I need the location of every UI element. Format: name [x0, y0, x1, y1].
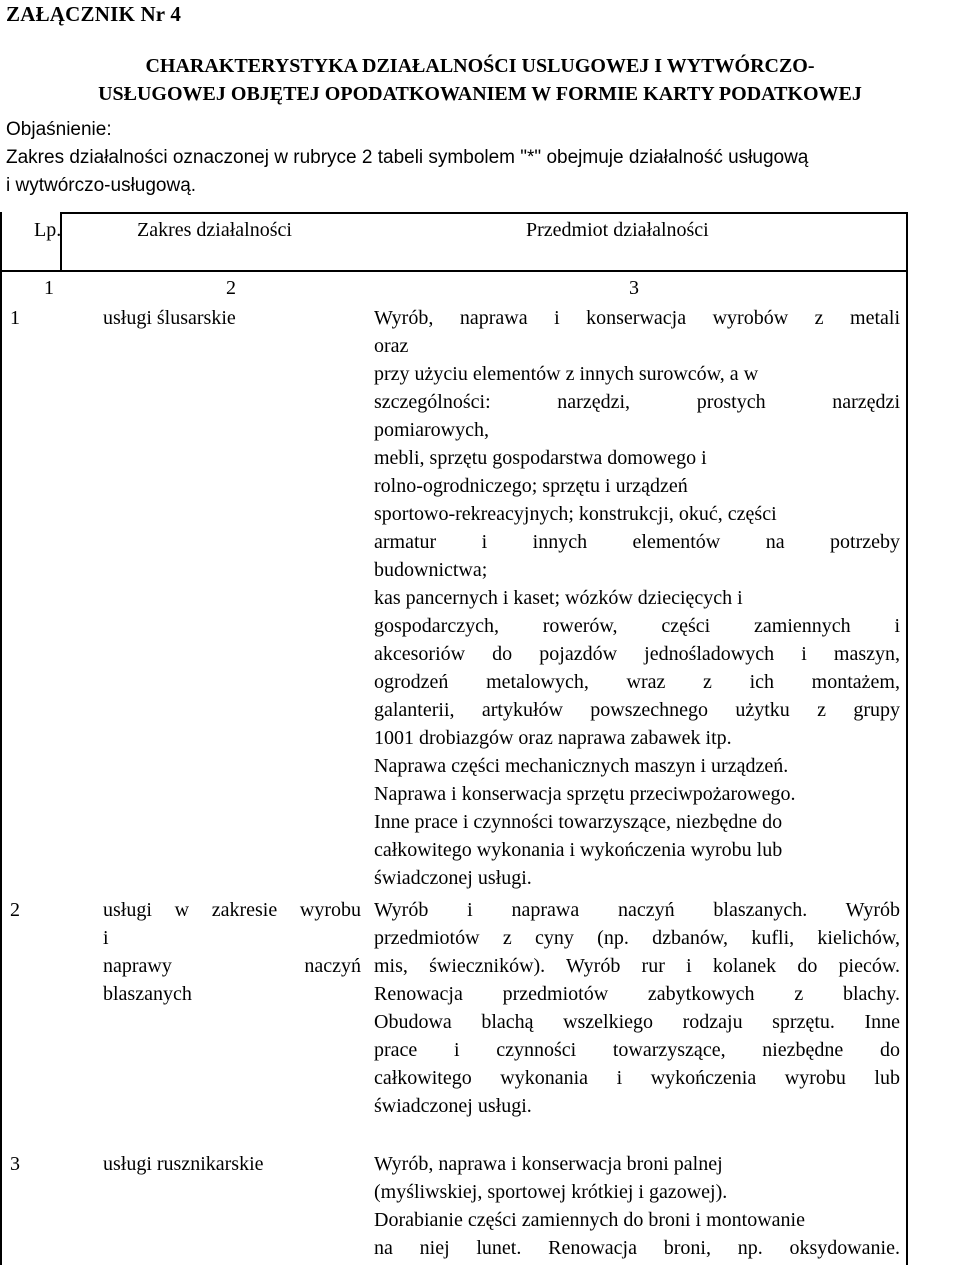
scope-line: usługi w zakresie wyrobu: [103, 899, 361, 921]
subject-line: przedmiotów z cyny (np. dzbanów, kufli, kielichów,: [374, 927, 900, 949]
subject-line: rolno-ogrodniczego; sprzętu i urządzeń: [374, 475, 688, 497]
subject-line: Dorabianie części zamiennych do broni i montowanie: [374, 1209, 805, 1231]
column-number: 1: [44, 277, 54, 299]
annex-heading: ZAŁĄCZNIK Nr 4: [6, 2, 182, 26]
subject-line: akcesoriów do pojazdów jednośladowych i maszyn,: [374, 643, 900, 665]
subject-line: (myśliwskiej, sportowej krótkiej i gazowej).: [374, 1181, 728, 1203]
row-scope: [103, 304, 361, 332]
table-border-left: [0, 212, 2, 1265]
subject-line: ogrodzeń metalowych, wraz z ich montażem,: [374, 671, 900, 693]
row-subject: [374, 1150, 900, 1262]
row-number: 3: [10, 1153, 20, 1175]
row-subject: [374, 896, 900, 1120]
subject-line: sportowo-rekreacyjnych; konstrukcji, okuć, części: [374, 503, 777, 525]
row-scope: [103, 896, 361, 1008]
subject-line: Renowacja przedmiotów zabytkowych z blachy.: [374, 983, 900, 1005]
subject-line: szczególności: narzędzi, prostych narzędzi: [374, 391, 900, 413]
column-number: 2: [226, 277, 236, 299]
subject-line: mis, świeczników). Wyrób rur i kolanek do pieców.: [374, 955, 900, 977]
document-title: [0, 52, 960, 108]
header-lp: Lp.: [34, 219, 62, 241]
subject-line: oraz: [374, 335, 409, 357]
explanation-line: Zakres działalności oznaczonej w rubryce 2 tabeli symbolem "*" obejmuje działalność usługową: [6, 147, 809, 168]
subject-line: kas pancernych i kaset; wózków dziecięcych i: [374, 587, 743, 609]
subject-line: Inne prace i czynności towarzyszące, niezbędne do: [374, 811, 783, 833]
subject-line: całkowitego wykonania i wykończenia wyrobu lub: [374, 839, 783, 861]
row-scope: [103, 1150, 361, 1178]
subject-line: świadczonej usługi.: [374, 1095, 532, 1117]
header-subject: Przedmiot działalności: [526, 219, 709, 241]
subject-line: na niej lunet. Renowacja broni, np. oksydowanie.: [374, 1237, 900, 1259]
scope-line: usługi ślusarskie: [103, 307, 236, 329]
subject-line: prace i czynności towarzyszące, niezbędne do: [374, 1039, 900, 1061]
subject-line: przy użyciu elementów z innych surowców, a w: [374, 363, 759, 385]
subject-line: całkowitego wykonania i wykończenia wyrobu lub: [374, 1067, 900, 1089]
subject-line: świadczonej usługi.: [374, 867, 532, 889]
activity-table: [0, 212, 908, 1265]
table-border-top: [60, 212, 908, 214]
scope-line: blaszanych: [103, 983, 192, 1005]
row-number: 2: [10, 899, 20, 921]
subject-line: budownictwa;: [374, 559, 488, 581]
header-scope: Zakres działalności: [137, 219, 292, 241]
table-border-header-bottom: [0, 270, 908, 272]
column-number: 3: [629, 277, 639, 299]
scope-line: i: [103, 927, 109, 949]
subject-line: Naprawa i konserwacja sprzętu przeciwpożarowego.: [374, 783, 796, 805]
row-subject: [374, 304, 900, 892]
title-line: USŁUGOWEJ OBJĘTEJ OPODATKOWANIEM W FORMIE KARTY PODATKOWEJ: [98, 83, 862, 105]
explanation-heading: Objaśnienie:: [6, 119, 112, 140]
subject-line: 1001 drobiazgów oraz naprawa zabawek itp.: [374, 727, 732, 749]
row-number: 1: [10, 307, 20, 329]
subject-line: mebli, sprzętu gospodarstwa domowego i: [374, 447, 707, 469]
scope-line: naprawy naczyń: [103, 955, 361, 977]
subject-line: Obudowa blachą wszelkiego rodzaju sprzętu. Inne: [374, 1011, 900, 1033]
subject-line: pomiarowych,: [374, 419, 489, 441]
table-border-right: [906, 212, 908, 1265]
subject-line: Wyrób i naprawa naczyń blaszanych. Wyrób: [374, 899, 900, 921]
subject-line: Wyrób, naprawa i konserwacja wyrobów z metali: [374, 307, 900, 329]
explanation-block: [6, 116, 956, 200]
subject-line: Wyrób, naprawa i konserwacja broni palnej: [374, 1153, 723, 1175]
explanation-line: i wytwórczo-usługową.: [6, 175, 197, 196]
subject-line: Naprawa części mechanicznych maszyn i urządzeń.: [374, 755, 789, 777]
subject-line: galanterii, artykułów powszechnego użytku z grupy: [374, 699, 900, 721]
subject-line: armatur i innych elementów na potrzeby: [374, 531, 900, 553]
subject-line: gospodarczych, rowerów, części zamiennych i: [374, 615, 900, 637]
scope-line: usługi rusznikarskie: [103, 1153, 264, 1175]
title-line: CHARAKTERYSTYKA DZIAŁALNOŚCI USLUGOWEJ I WYTWÓRCZO-: [145, 55, 815, 77]
